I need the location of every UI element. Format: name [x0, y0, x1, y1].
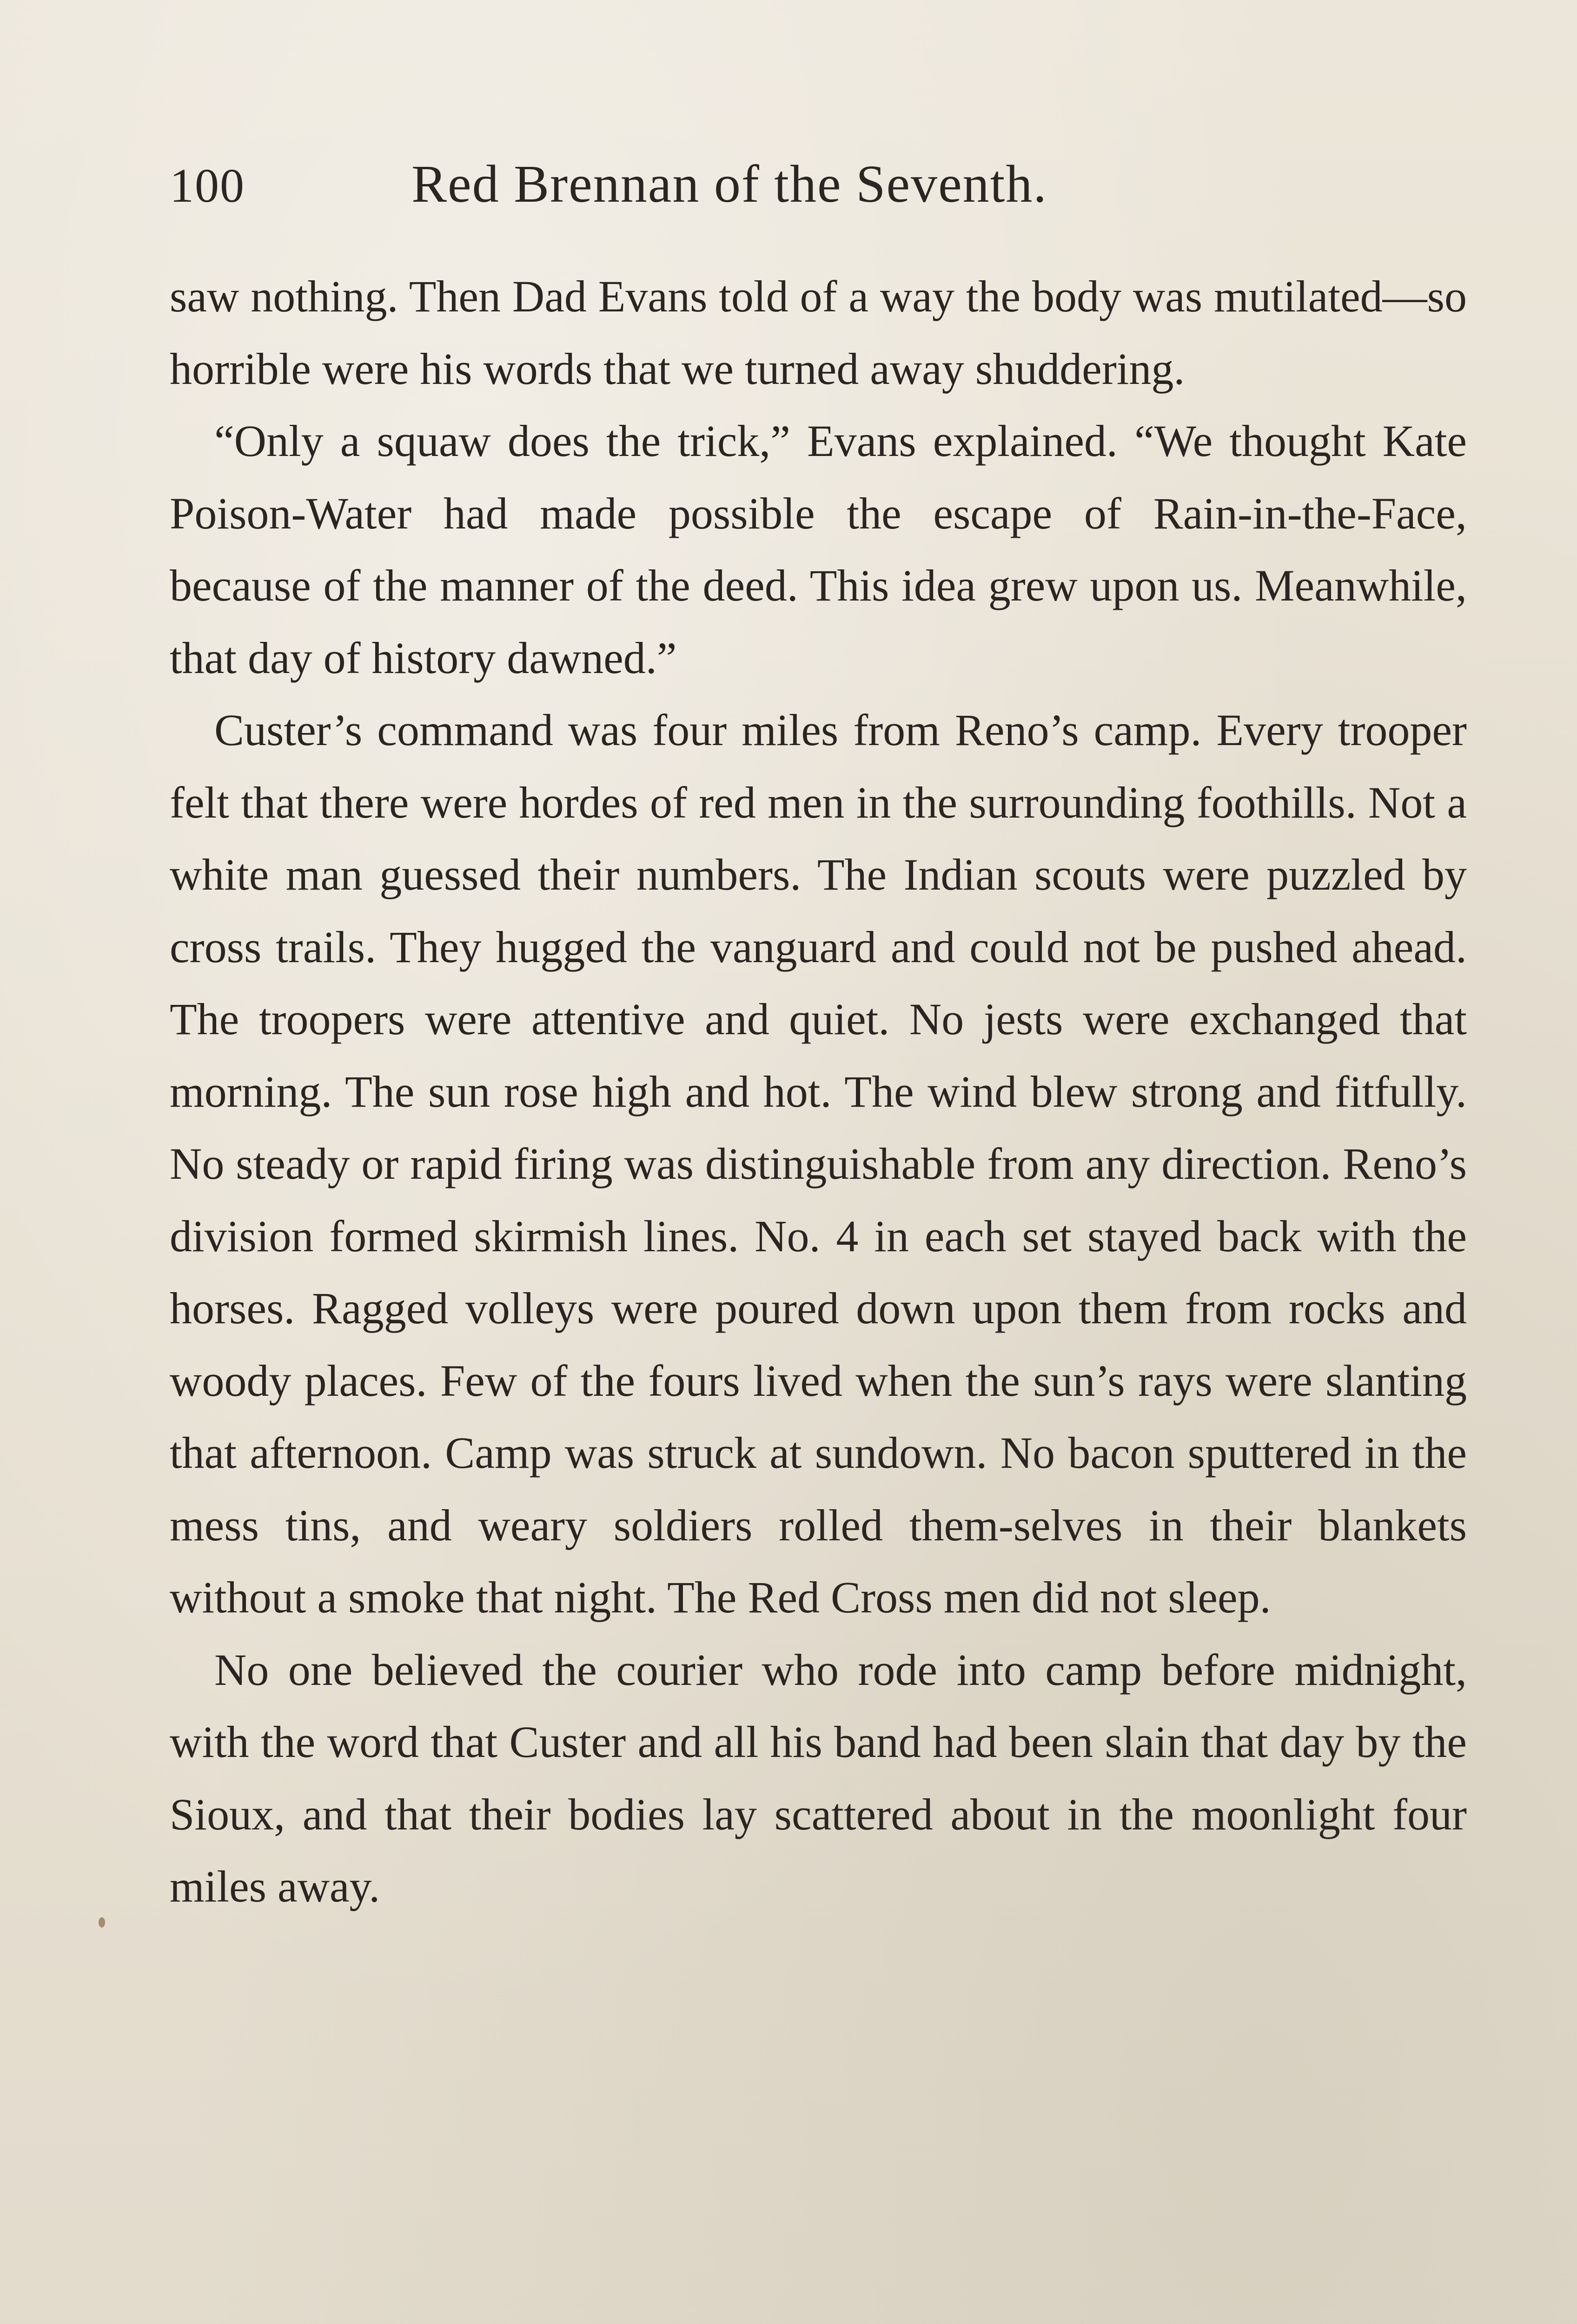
running-title: Red Brennan of the Seventh. [411, 154, 1047, 213]
page-number: 100 [170, 159, 245, 212]
paragraph: No one believed the courier who rode into camp before midnight, with the word that Custer and all his band had been slain that day by the Sioux, and that their bodies lay scattered about in the moonlight four miles away. [170, 1644, 1467, 1911]
paragraph: Custer’s command was four miles from Reno’s camp. Every trooper felt that there were hordes of red men in the surrounding foothills. Not a white man guessed their numbers. The Indian scouts were puzzled by cross trails. They hugged the vanguard and could not be pushed ahead. The troopers were attentive and quiet. No jests were exchanged that morning. The sun rose high and hot. The wind blew strong and fitfully. No steady or rapid firing was distinguishable from any direction. Reno’s division formed skirmish lines. No. 4 in each set stayed back with the horses. Ragged volleys were poured down upon them from rocks and woody places. Few of the fours lived when the sun’s rays were slanting that afternoon. Camp was struck at sundown. No bacon sputtered in the mess tins, and weary soldiers rolled them-selves in their blankets without a smoke that night. The Red Cross men did not sleep. [170, 705, 1467, 1622]
page-header [170, 153, 1239, 213]
paper-speck [99, 1917, 105, 1928]
paragraph-continued: saw nothing. Then Dad Evans told of a way the body was mutilated—so horrible were his words that we turned away shuddering. [170, 271, 1467, 394]
body-text [170, 260, 1467, 1923]
paragraph: “Only a squaw does the trick,” Evans explained. “We thought Kate Poison-Water had made possible the escape of Rain-in-the-Face, because of the manner of the deed. This idea grew upon us. Meanwhile, that day of history dawned.” [170, 416, 1467, 683]
